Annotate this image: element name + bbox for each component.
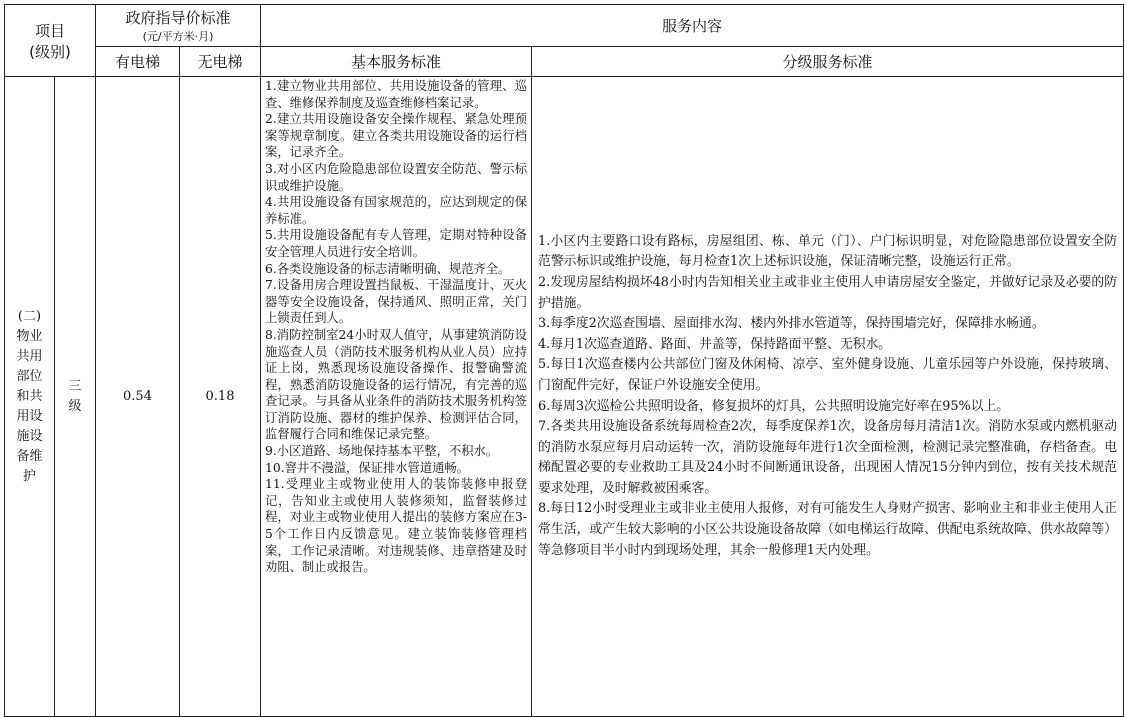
list-item: 9.小区道路、场地保持基本平整，不积水。 [265, 444, 499, 459]
price-unit: (元/平方米·月) [142, 30, 214, 43]
category-text: (二) [17, 308, 42, 324]
level-cell [55, 77, 96, 717]
list-item: 5.共用设施设备配有专人管理，定期对特种设备安全管理人员进行安全培训。 [265, 228, 528, 259]
list-item: 6.每周3次巡检公共照明设备，修复损坏的灯具，公共照明设施完好率在95%以上。 [538, 398, 1010, 414]
list-item: 7.设备用房合理设置挡鼠板、干湿温度计、灭火器等安全设施设备，保持通风、照明正常，关门上锁责任到人。 [265, 278, 528, 326]
list-item: 3.每季度2次巡查围墙、屋面排水沟、楼内外排水管道等，保持围墙完好，保障排水畅通。 [538, 316, 1045, 332]
list-item: 10.窨井不漫溢，保证排水管道通畅。 [265, 460, 470, 475]
tier-standard-cell [532, 77, 1124, 717]
item-label: 项目 [34, 21, 65, 40]
price-header [96, 5, 261, 47]
price-label: 政府指导价标准 [125, 9, 231, 27]
tier-standard-header: 分级服务标准 [532, 47, 1124, 77]
price-without-elevator: 0.18 [180, 77, 261, 717]
list-item: 2.建立共用设施设备安全操作规程、紧急处理预案等规章制度。建立各类共用设施设备的运行档案，记录齐全。 [265, 112, 528, 160]
header-row-2 [5, 47, 1124, 77]
list-item: 4.每月1次巡查道路、路面、井盖等，保持路面平整、无积水。 [538, 336, 892, 352]
list-item: 1.小区内主要路口设有路标，房屋组团、栋、单元（门）、户门标识明显，对危险隐患部位设置安全防范警示标识或维护设施，每月检查1次上述标识设施，保证清晰完整，设施运行正常。 [538, 233, 1118, 270]
category-text: 物业 [16, 328, 43, 344]
list-item: 8.消防控制室24小时双人值守，从事建筑消防设施巡查人员（消防技术服务机构从业人员）应持证上岗，熟悉现场设施设备操作、报警确警流程，熟悉消防设施设备的运行情况，有完善的巡查记录。与具备从业条件的消防技术服务机构签订消防设施、器材的维护保养、检测评估合同，监督履行合同和维保记录完整。 [265, 327, 528, 442]
category-cell [5, 77, 55, 717]
service-standard-table [4, 4, 1124, 717]
list-item: 7.各类共用设施设备系统每周检查2次，每季度保养1次，设备房每月清洁1次。消防水泵或内燃机驱动的消防水泵应每月启动运转一次，消防设施每年进行1次全面检测，检测记录完整准确，存档备查。电梯配置必要的专业救助工具及24小时不间断通讯设备，出现困人情况15分钟内到位，按有关技术规范要求处理，及时解救被困乘客。 [538, 419, 1118, 496]
category-text: 护 [22, 468, 36, 484]
list-item: 8.每日12小时受理业主或非业主使用人报修，对有可能发生人身财产损害、影响业主和非业主使用人正常生活，或产生较大影响的小区公共设施设备故障（如电梯运行故障、供配电系统故障、供水故障等）等急修项目半小时内到现场处理，其余一般修理1天内处理。 [538, 501, 1118, 558]
basic-standard-header: 基本服务标准 [261, 47, 532, 77]
list-item: 2.发现房屋结构损坏48小时内告知相关业主或非业主使用人申请房屋安全鉴定，并做好记录及必要的防护措施。 [538, 274, 1118, 311]
list-item: 6.各类设施设备的标志清晰明确、规范齐全。 [265, 261, 511, 276]
table-row [5, 77, 1124, 717]
category-text: 部位 [16, 368, 43, 384]
list-item: 1.建立物业共用部位、共用设施设备的管理、巡查、维修保养制度及巡查维修档案记录。 [265, 79, 528, 110]
category-text: 用设 [16, 408, 43, 424]
level-label: (级别) [29, 42, 71, 61]
list-item: 5.每日1次巡查楼内公共部位门窗及休闲椅、凉亭、室外健身设施、儿童乐园等户外设施，保持玻璃、门窗配件完好，保证户外设施安全使用。 [538, 357, 1118, 393]
service-content-header: 服务内容 [261, 5, 1124, 47]
list-item: 11.受理业主或物业使用人的装饰装修申报登记，告知业主或使用人装修须知，监督装修过程，对业主或物业使用人提出的装修方案应在3-5个工作日内反馈意见。建立装饰装修管理档案，工作记录清晰。对违规装修、违章搭建及时劝阻、制止或报告。 [265, 477, 528, 575]
level-text: 三 [68, 378, 82, 394]
basic-standard-cell [261, 77, 532, 717]
category-text: 和共 [16, 388, 43, 404]
without-elevator-header: 无电梯 [180, 47, 261, 77]
item-level-header [5, 5, 96, 77]
price-with-elevator: 0.54 [96, 77, 180, 717]
header-row-1 [5, 5, 1124, 47]
level-text: 级 [68, 398, 82, 414]
list-item: 4.共用设施设备有国家规范的，应达到规定的保养标准。 [265, 195, 528, 226]
category-text: 施设 [16, 428, 43, 444]
with-elevator-header: 有电梯 [96, 47, 180, 77]
list-item: 3.对小区内危险隐患部位设置安全防范、警示标识或维护设施。 [265, 161, 528, 193]
category-text: 备维 [16, 448, 43, 464]
category-text: 共用 [16, 348, 43, 364]
